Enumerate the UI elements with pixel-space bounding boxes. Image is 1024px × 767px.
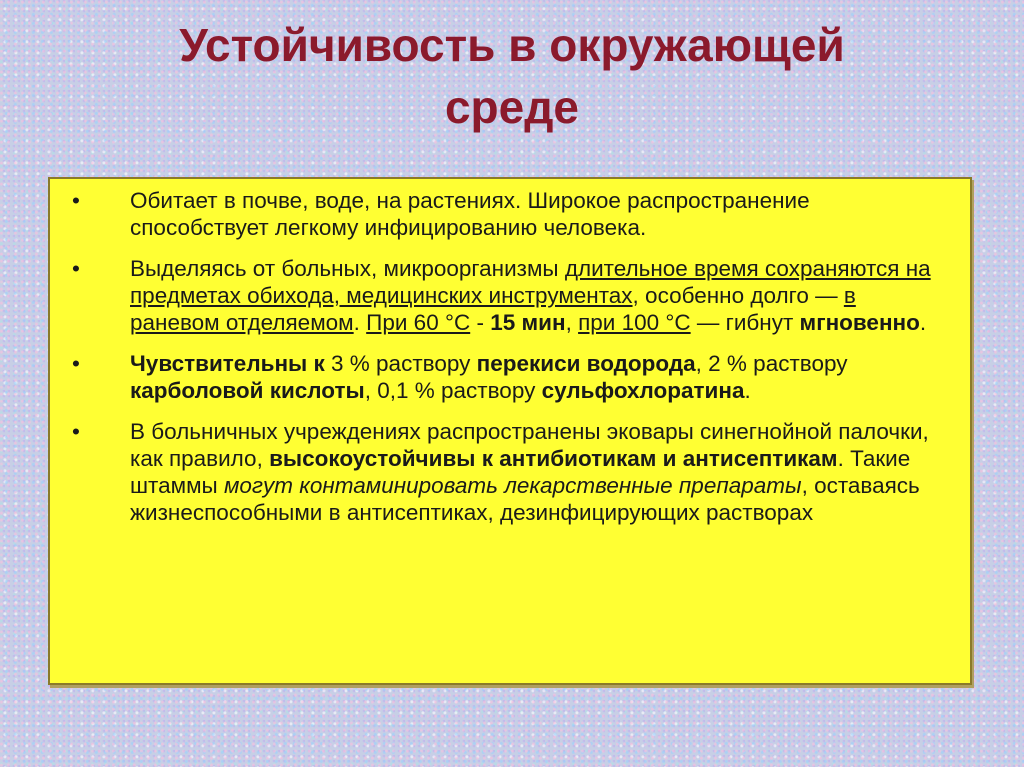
bullet-text: - bbox=[470, 310, 491, 335]
underlined-text: длительное время сохраняются на предметах обихода, медицинских инструментах bbox=[130, 256, 931, 308]
bullet-text: , оставаясь жизнеспособными в антисептиках, дезинфицирующих растворах bbox=[130, 473, 920, 525]
title-line-2: среде bbox=[444, 81, 580, 133]
title-line-1: Устойчивость в окружающей bbox=[179, 19, 845, 71]
slide-title bbox=[40, 14, 984, 138]
bold-text: сульфохлоратина bbox=[541, 378, 745, 403]
bullet-text: , bbox=[565, 310, 579, 335]
bold-text: карболовой кислоты bbox=[130, 378, 365, 403]
bullet-text: Выделяясь от больных, микроорганизмы bbox=[130, 256, 565, 281]
bullet-habitat bbox=[72, 187, 940, 241]
bullet-sensitivity bbox=[72, 350, 940, 404]
bullet-text: В больничных учреждениях распространены эковары синегнойной палочки, как правило, bbox=[130, 419, 929, 471]
bold-text: перекиси водорода bbox=[476, 351, 696, 376]
bullet-hospital-strains bbox=[72, 418, 940, 526]
content-box bbox=[48, 177, 972, 685]
bullet-text: — гибнут bbox=[690, 310, 800, 335]
bullet-list bbox=[72, 187, 940, 526]
bold-text: 15 мин bbox=[490, 310, 566, 335]
bullet-text: , особенно долго — bbox=[632, 283, 844, 308]
bullet-text: . Такие штаммы bbox=[130, 446, 911, 498]
underlined-text: при 100 °С bbox=[578, 310, 691, 335]
bullet-text: 3 % раствору bbox=[324, 351, 477, 376]
bold-text: Чувствительны к bbox=[130, 351, 325, 376]
bullet-text: , 2 % раствору bbox=[695, 351, 848, 376]
bullet-dot-icon: • bbox=[72, 419, 80, 444]
bullet-dot-icon: • bbox=[72, 256, 80, 281]
bullet-text: , 0,1 % раствору bbox=[364, 378, 542, 403]
bullet-dot-icon: • bbox=[72, 351, 80, 376]
italic-text: могут контаминировать лекарственные препараты bbox=[223, 473, 802, 498]
bullet-text: . bbox=[744, 378, 751, 403]
bullet-text: . bbox=[353, 310, 367, 335]
bullet-dot-icon: • bbox=[72, 188, 80, 213]
bold-text: высокоустойчивы к антибиотикам и антисептикам bbox=[269, 446, 838, 471]
bold-text: мгновенно bbox=[799, 310, 920, 335]
bullet-text: Обитает в почве, воде, на растениях. Широкое распространение способствует легкому инфицированию человека. bbox=[130, 188, 810, 240]
underlined-text: При 60 °С bbox=[366, 310, 471, 335]
underlined-text: в раневом отделяемом bbox=[130, 283, 856, 335]
bullet-text: . bbox=[919, 310, 927, 335]
bullet-persistence bbox=[72, 255, 940, 336]
